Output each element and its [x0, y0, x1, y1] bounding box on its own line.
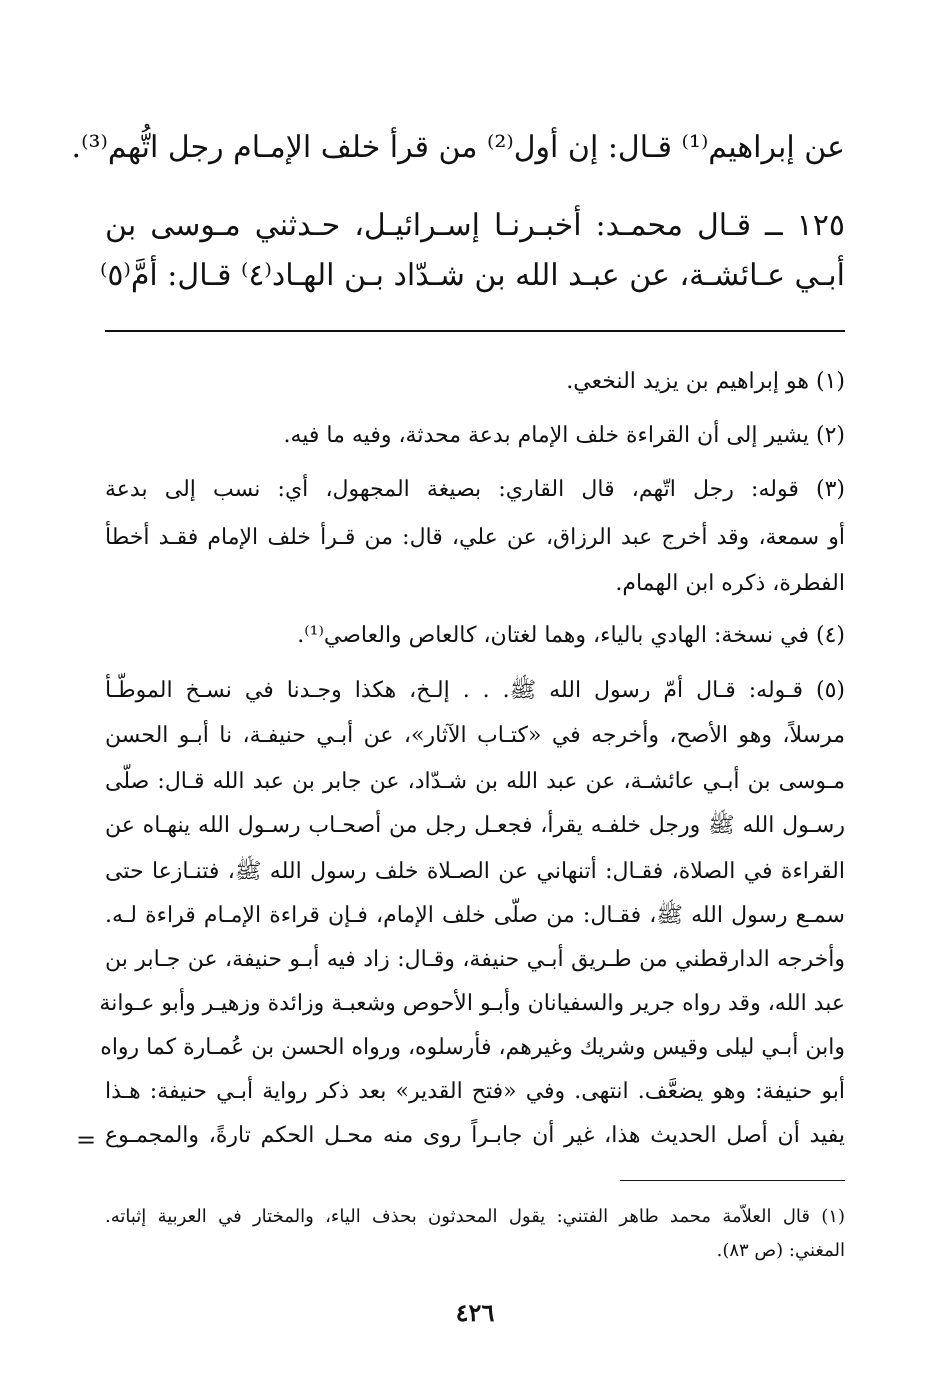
page-number: ٤٢٦ [455, 1298, 495, 1327]
sub-footnote-1-line-1: (١) قال العلاّمة محمد طاهر الفتني: يقول المحدثون بحذف الياء، والمختار في العربية إثباته. [105, 1206, 845, 1227]
footnote-5-line-9: وابن أبـي ليلى وقيس وشريك وغيرهم، فأرسلوه، ورواه الحسن بن عُمـارة كما رواه [100, 1035, 845, 1060]
main-text-line-1: عن إبراهيم⁽¹⁾ قـال: إن أول⁽²⁾ من قرأ خلف الإمـام رجل اتُّهم⁽³⁾. [71, 130, 845, 165]
footnote-4: (٤) في نسخة: الهادي بالياء، وهما لغتان، كالعاص والعاصي⁽¹⁾. [297, 623, 845, 648]
footnote-1: (١) هو إبراهيم بن يزيد النخعي. [566, 369, 845, 394]
footnote-5-line-11: يفيد أن أصل الحديث هذا، غير أن جابـراً روى منه محـل الحكم تارةً، والمجمـوع [105, 1123, 845, 1148]
footnote-3-line-1: (٣) قوله: رجل اتّهم، قال القاري: بصيغة المجهول، أي: نسب إلى بدعة [105, 477, 845, 502]
footnote-5-line-2: مرسلاً، وهو الأصح، وأخرجه في «كتـاب الآثار»، عن أبـي حنيفـة، نا أبـو الحسن [105, 723, 845, 748]
footnote-3-line-3: الفطرة، ذكره ابن الهمام. [615, 571, 845, 596]
sub-footnote-separator [620, 1180, 845, 1181]
footnote-3-line-2: أو سمعة، وقد أخرج عبد الرزاق، عن علي، قال: من قـرأ خلف الإمام فقـد أخطأ [105, 525, 845, 550]
footnote-5-line-6: سمـع رسول الله ﷺ، فقـال: من صلّى خلف الإمام، فـإن قراءة الإمـام قراءة لـه. [105, 903, 845, 928]
footnote-5-line-8: عبد الله، وقد رواه جرير والسفيانان وأبـو الأحوص وشعبـة وزائدة وزهيـر وأبو عـوانة [99, 991, 845, 1016]
footnote-separator [105, 330, 845, 332]
footnote-5-line-10: أبو حنيفة: وهو يضعَّف. انتهى. وفي «فتح القدير» بعد ذكر رواية أبـي حنيفة: هـذا [105, 1079, 845, 1104]
footnote-5-line-5: القراءة في الصلاة، فقـال: أتنهاني عن الصـلاة خلف رسول الله ﷺ، فتنـازعا حتى [105, 859, 845, 884]
footnote-2: (٢) يشير إلى أن القراءة خلف الإمام بدعة محدثة، وفيه ما فيه. [283, 423, 845, 448]
footnote-5-line-4: رسـول الله ﷺ ورجل خلفـه يقرأ، فجعـل رجل من أصحـاب رسـول الله ينهـاه عن [105, 813, 845, 838]
footnote-5-line-3: مـوسى بن أبـي عائشـة، عن عبد الله بن شـدّاد، عن جابر بن عبد الله قـال: صلّى [105, 769, 845, 794]
footnote-5-line-1: (٥) قـوله: قـال أمّ رسول الله ﷺ. . . إلـخ، هكذا وجـدنا في نسـخ الموطّـأ [105, 678, 845, 703]
sub-footnote-1-line-2: المغني: (ص ٨٣). [716, 1240, 845, 1261]
continuation-mark: = [76, 1126, 97, 1154]
main-text-line-2: ١٢٥ ــ قـال محمـد: أخبـرنـا إسـرائيـل، حـدثني مـوسى بن [105, 208, 845, 243]
main-text-line-3: أبـي عـائشـة، عن عبـد الله بن شـدّاد بـن الهـاد⁽٤⁾ قـال: أمَّ⁽٥⁾ [99, 258, 845, 293]
footnote-5-line-7: وأخرجه الدارقطني من طـريق أبـي حنيفة، وقـال: زاد فيه أبـو حنيفة، عن جـابر بن [105, 947, 845, 972]
